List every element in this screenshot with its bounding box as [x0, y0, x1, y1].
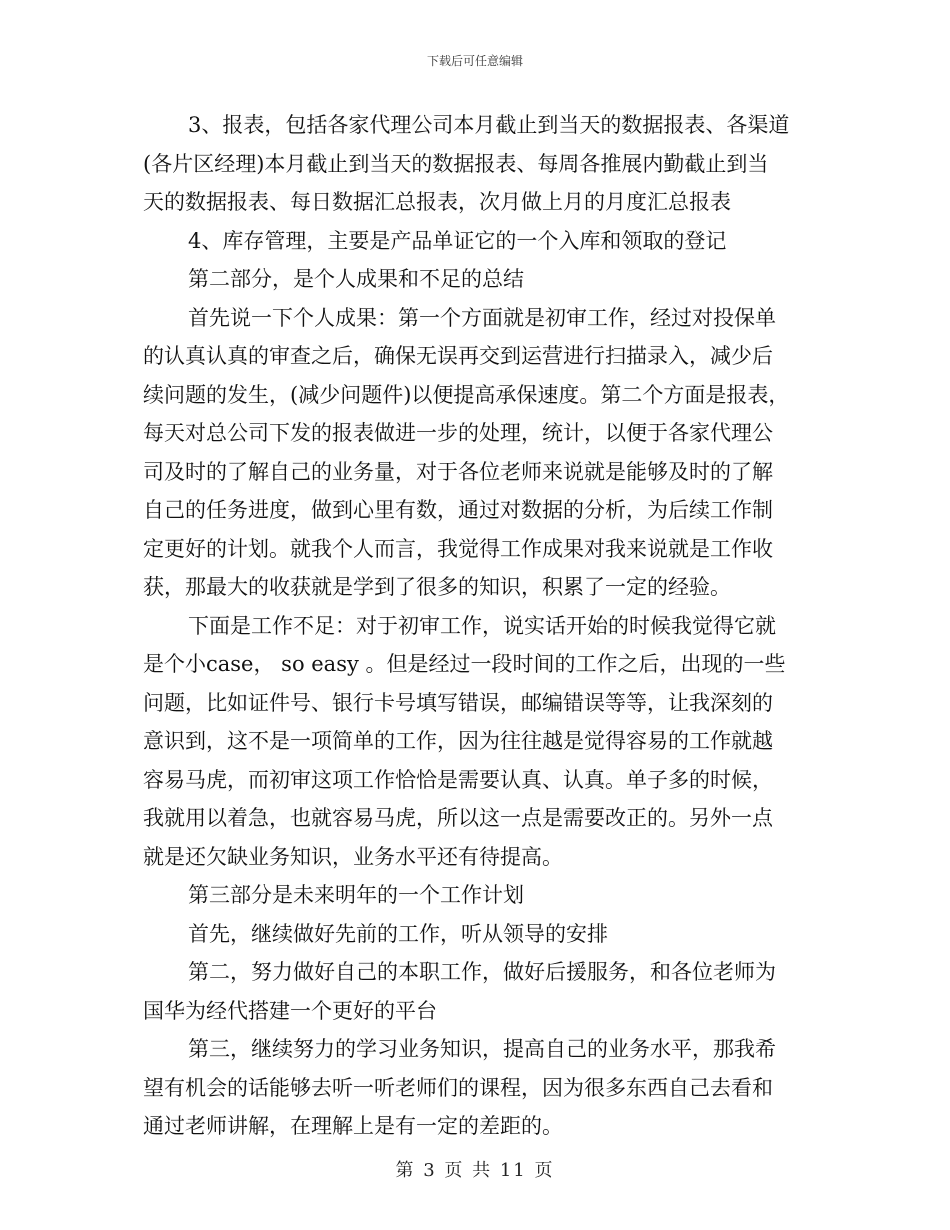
- header-note: 下载后可任意编辑: [426, 54, 523, 68]
- text-line: 第三，继续努力的学习业务知识，提高自己的业务水平，那我希: [188, 1037, 776, 1061]
- text-line: 问题，比如证件号、银行卡号填写错误，邮编错误等等，让我深刻的: [143, 690, 773, 715]
- text-line: 续问题的发生，(减少问题件)以便提高承保速度。第二个方面是报表，: [143, 382, 790, 407]
- text-line: 就是还欠缺业务知识，业务水平还有待提高。: [143, 844, 563, 869]
- text-line: 我就用以着急，也就容易马虎，所以这一点是需要改正的。另外一点: [143, 806, 773, 830]
- text-line: 国华为经代搭建一个更好的平台: [143, 998, 437, 1023]
- text-line: 天的数据报表、每日数据汇总报表，次月做上月的月度汇总报表: [143, 190, 731, 214]
- text-line: 第二，努力做好自己的本职工作，做好后援服务，和各位老师为: [188, 960, 776, 984]
- text-line: 3、报表，包括各家代理公司本月截止到当天的数据报表、各渠道: [188, 113, 790, 137]
- text-line: 司及时的了解自己的业务量，对于各位老师来说就是能够及时的了解: [143, 459, 773, 484]
- text-line: 自己的任务进度，做到心里有数，通过对数据的分析，为后续工作制: [143, 498, 773, 522]
- text-line: 获，那最大的收获就是学到了很多的知识，积累了一定的经验。: [143, 575, 731, 599]
- page-number: 第 3 页 共 11 页: [395, 1160, 555, 1181]
- text-line: 是个小case， so easy 。但是经过一段时间的工作之后，出现的一些: [143, 652, 786, 676]
- text-line: 定更好的计划。就我个人而言，我觉得工作成果对我来说就是工作收: [143, 536, 773, 561]
- text-line: 首先说一下个人成果：第一个方面就是初审工作，经过对投保单: [188, 305, 776, 330]
- text-line: 4、库存管理，主要是产品单证它的一个入库和领取的登记: [188, 228, 727, 253]
- text-line: 每天对总公司下发的报表做进一步的处理，统计，以便于各家代理公: [143, 421, 773, 445]
- text-line: 意识到，这不是一项简单的工作，因为往往越是觉得容易的工作就越: [143, 729, 773, 753]
- text-line: 通过老师讲解，在理解上是有一定的差距的。: [143, 1114, 563, 1138]
- text-line: 下面是工作不足：对于初审工作，说实话开始的时候我觉得它就: [188, 613, 776, 638]
- document-body: [143, 106, 807, 1146]
- text-line: 首先，继续做好先前的工作，听从领导的安排: [188, 921, 608, 946]
- text-line: 第二部分，是个人成果和不足的总结: [188, 267, 524, 291]
- text-line: (各片区经理)本月截止到当天的数据报表、每周各推展内勤截止到当: [143, 151, 769, 176]
- text-line: 容易马虎，而初审这项工作恰恰是需要认真、认真。单子多的时候，: [143, 767, 773, 792]
- text-line: 第三部分是未来明年的一个工作计划: [188, 883, 524, 907]
- text-line: 的认真认真的审查之后，确保无误再交到运营进行扫描录入，减少后: [143, 344, 773, 368]
- text-line: 望有机会的话能够去听一听老师们的课程，因为很多东西自己去看和: [143, 1075, 773, 1100]
